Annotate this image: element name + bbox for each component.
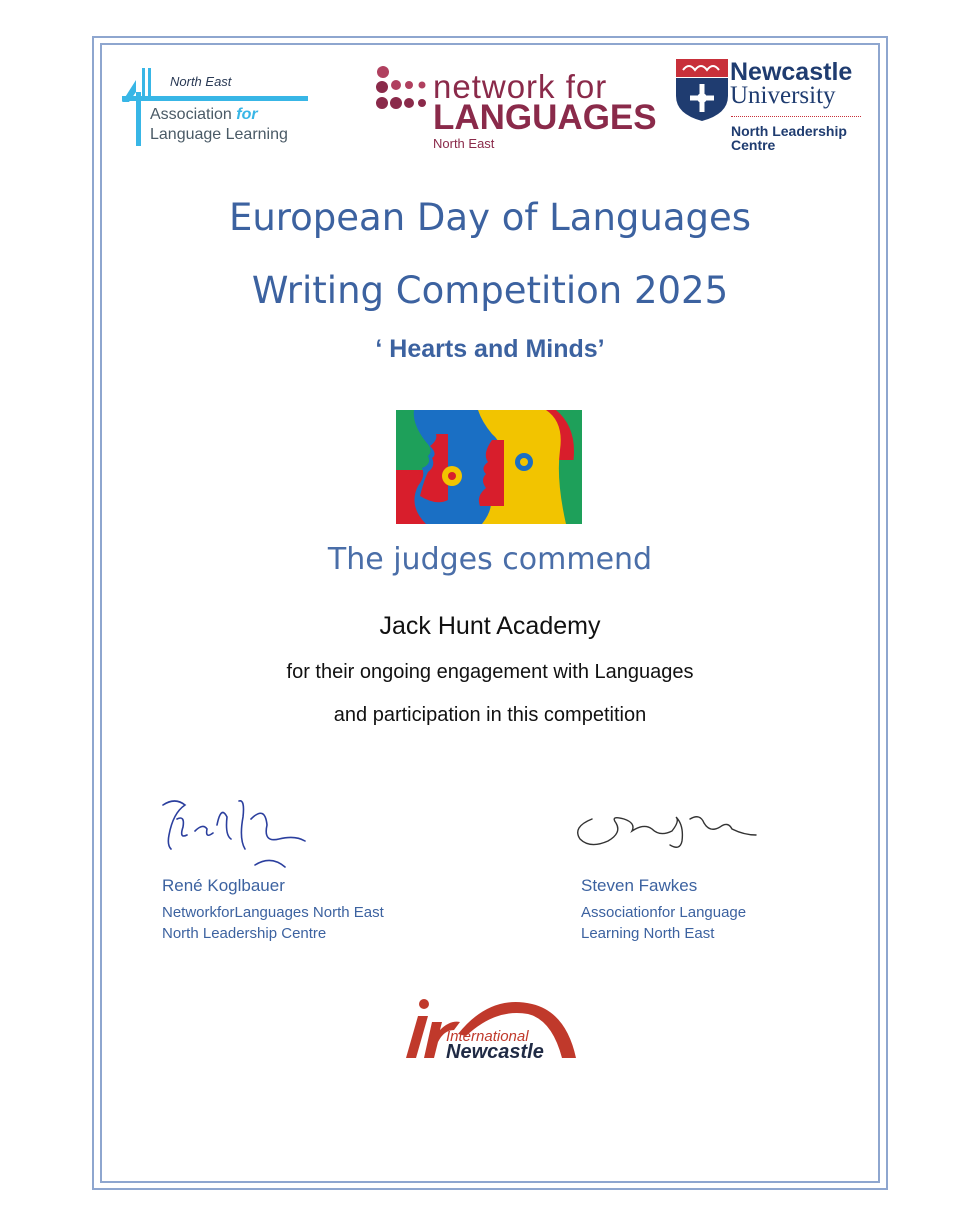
ncl-name-line2: University — [730, 82, 836, 109]
commendation-reason-line1: for their ongoing engagement with Languages — [286, 661, 694, 683]
in-line2-text: Newcastle — [446, 1041, 544, 1063]
ncl-name-line1: Newcastle — [730, 58, 853, 86]
all-north-east-logo — [120, 66, 310, 150]
all-association-text: Association — [150, 106, 232, 123]
certificate-title-line2: Writing Competition 2025 — [251, 269, 729, 312]
certificate-theme: ‘ Hearts and Minds’ — [375, 335, 605, 363]
right-signatory-org — [581, 902, 746, 944]
left-signatory-org — [162, 902, 384, 944]
commendation-heading: The judges commend — [327, 542, 653, 577]
university-crest-icon — [675, 58, 729, 122]
nfl-region: North East — [433, 136, 495, 151]
all-for-text: for — [236, 106, 258, 123]
rene-koglbauer-signature — [155, 795, 315, 875]
ncl-subtitle: North Leadership Centre — [731, 123, 847, 153]
all-region-label: North East — [170, 74, 232, 89]
nfl-line2: LANGUAGES — [433, 98, 657, 137]
left-signatory-org-line1: NetworkforLanguages North East — [162, 904, 384, 921]
in-line1-text: International — [446, 1028, 529, 1045]
newcastle-university-logo — [675, 58, 870, 153]
steven-fawkes-signature — [572, 805, 757, 855]
network-for-languages-logo — [375, 64, 657, 154]
left-signatory-name: René Koglbauer — [162, 876, 285, 895]
international-newcastle-logo — [400, 996, 580, 1066]
right-signatory-name: Steven Fawkes — [581, 876, 698, 895]
certificate-title-line1: European Day of Languages — [228, 196, 752, 239]
all-name-line2: Language Learning — [150, 126, 288, 143]
commendation-reason-line2: and participation in this competition — [333, 704, 647, 726]
recipient-name: Jack Hunt Academy — [379, 612, 601, 640]
nfl-dots-icon — [375, 64, 431, 124]
left-signatory-org-line2: North Leadership Centre — [162, 925, 327, 942]
nfl-line1: network for — [433, 68, 608, 105]
european-day-of-languages-emblem — [396, 410, 582, 524]
ncl-divider — [731, 116, 861, 117]
all-name-line1 — [150, 106, 258, 124]
right-signatory-org-line2: Learning North East — [581, 925, 715, 942]
right-signatory-org-line1: Associationfor Language — [581, 904, 747, 921]
